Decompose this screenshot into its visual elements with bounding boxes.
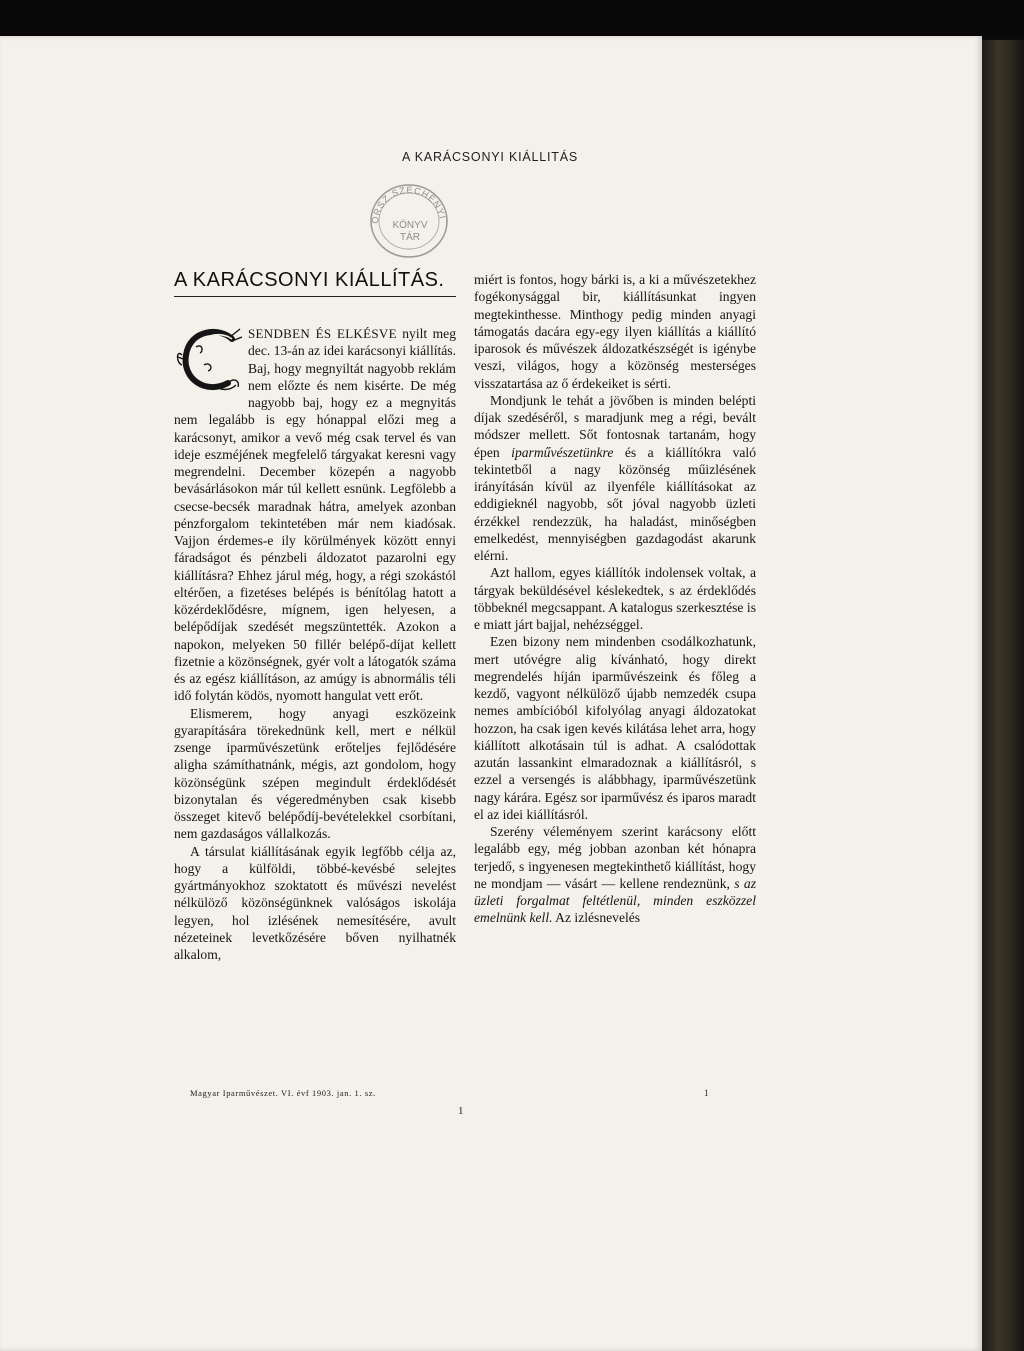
first-paragraph <box>174 325 456 705</box>
paragraph: Ezen bizony nem mindenben csodálkozhatunk, mert utóvégre alig kívánható, hogy direkt megrendelés híján iparművészeink és főleg a kezdő, vagyont nélkülöző újabb nemzedék csupa nemes ambícióból kifolyólag anyagi áldozatokat hozzon, ha csak igen kevés kilátása lehet arra, hogy kiállított alkotásain túl is adhat. A csalódottak azután lassankint elmaradoznak a kiállításról, s ezzel a versengés is alábbhagy, iparművészetünk nagy kárára. Egész sor iparművész és iparos maradt el az idei kiállításról. <box>474 634 756 822</box>
dropcap-letter: C <box>200 369 201 371</box>
paragraph: Azt hallom, egyes kiállítók indolensek voltak, a tárgyak beküldésével késlekedtek, s az érdeklődés többeknél megcsappant. A katalogus szerkesztése is e miatt járt bajjal, nehézséggel. <box>474 565 756 632</box>
paragraph: A társulat kiállításának egyik legfőbb célja az, hogy a külföldi, többé-kevésbé selejtes gyártmányokhoz szoktatott és művészi nevelést nélkülöző közönségünknek valóságos iskolája legyen, hol izlésének nemesítésére, avult nézeteinek levetkőzésére bőven nyilhatnék alkalom, <box>174 843 456 963</box>
title-rule <box>174 296 456 297</box>
italic-emphasis: s az üzleti forgalmat feltétlenül, minden eszközzel emelnünk kell. <box>474 875 757 926</box>
running-head: A KARÁCSONYI KIÁLLITÁS <box>402 150 578 164</box>
paragraph: miért is fontos, hogy bárki is, a ki a művészetekhez fogékonysággal bir, kiállításunkat ingyen megtekinthesse. Minthogy pedig minden anyagi támogatás dacára egy-egy ilyen kiállítás a kiállító iparosok és művészek áldozatkészségét is igénybe veszi, világos, hogy a közönség mesterséges visszatartása az ő érdekeiket is sérti. <box>474 272 756 391</box>
signature-mark: 1 <box>704 1088 709 1098</box>
page-number: 1 <box>458 1105 464 1117</box>
article-title: A KARÁCSONYI KIÁLLÍTÁS. <box>174 269 445 291</box>
italic-emphasis: iparművészetünkre <box>511 444 614 460</box>
stamp-arc-text: ORSZ.SZÉCHÉNYI <box>369 184 448 225</box>
stamp-line-3: TÁR <box>400 232 420 243</box>
paragraph: Szerény véleményem szerint karácsony előtt legalább egy, még jobban azonban két hónapra terjedő, s ingyenesen megtekinthető kiállítást, hogy ne mondjam — vásárt — kellene rendeznünk, s az üzleti forgalmat feltétlenül, minden eszközzel emelnünk kell. Az izlésnevelés <box>474 824 757 926</box>
paragraph: SENDBEN ÉS ELKÉSVE nyilt meg dec. 13-án az idei karácsonyi kiállítás. Baj, hogy megnyiltát nagyobb reklám nem előzte és nem kisérte. De még nagyobb baj, hogy ez a megnyitás nem legalább is egy hónappal előzi meg a karácsonyt, amikor a vevő még csak tervel és van ideje eszméjének megfelelő tárgyakat keresni vagy megrendelni. December közepén a nagyobb bevásárlásokon már túl kellett esnünk. Legfölebb a csecse-becsék maradnak hátra, amelyek azonban pénzforgalom tekintetében már nem kiadósak. Vajjon érdemes-e ily körülmények között ennyi fáradságot és pénzbeli áldozatot pazarolni egy kiállításra? Ehhez járul még, hogy, a régi szokástól eltérően, a fizetéses belépés is bénítólag hatott a közérdeklődésre, mígnem, igen helyesen, a belépődíjak szedését megszüntették. Azokon a napokon, melyeken 50 fillér belépő-díjat kellett fizetnie a közönségnek, gyér volt a látogatók száma és az egész kiállításon, az amúgy is abnormális téli idő folytán ködös, nyomott hangulat vett erőt. <box>174 326 456 704</box>
stamp-line-2: KÖNYV <box>392 220 428 231</box>
scan-border-top <box>0 0 1024 36</box>
paragraph: Mondjunk le tehát a jövőben is minden belépti díjak szedéséről, s maradjunk meg a régi, bevált módszer mellett. Sőt fontosnak tartanám, hogy épen iparművészetünkre és a kiállítókra való tekintetből a nagy közönség műizlésének irányításán kívül az ilyenféle kiállításokat az eddigieknél nagyobb, sőt jóval nagyobb üzleti érzékkel rendezzük, ha haladást, minőségben emelkedést, mennyiségben gazdagodást akarunk elérni. <box>474 392 756 563</box>
left-column <box>174 266 456 963</box>
right-column <box>474 271 756 927</box>
library-stamp-icon <box>366 178 452 264</box>
svg-text:ORSZ.SZÉCHÉNYI <box>370 185 448 224</box>
lead-in-text: SENDBEN ÉS ELKÉSVE <box>248 326 397 342</box>
publication-footer: Magyar Iparművészet. VI. évf 1903. jan. 1. sz. <box>190 1088 376 1098</box>
paragraph: Elismerem, hogy anyagi eszközeink gyarapítására törekednünk kell, mert e nélkül zsenge iparművészetünk erőteljes fejlődésére aligha számíthatnánk, mégis, azt gondolom, hogy közönségünk szépen megindult érdeklődését bizonytalan és végeredményben csak kisebb összeget kitevő belépődíj-bevételekkel csorbítani, nem gazdaságos vállalkozás. <box>174 705 456 842</box>
ornamental-dropcap-icon <box>174 325 246 395</box>
book-page-edge <box>982 40 1024 1351</box>
